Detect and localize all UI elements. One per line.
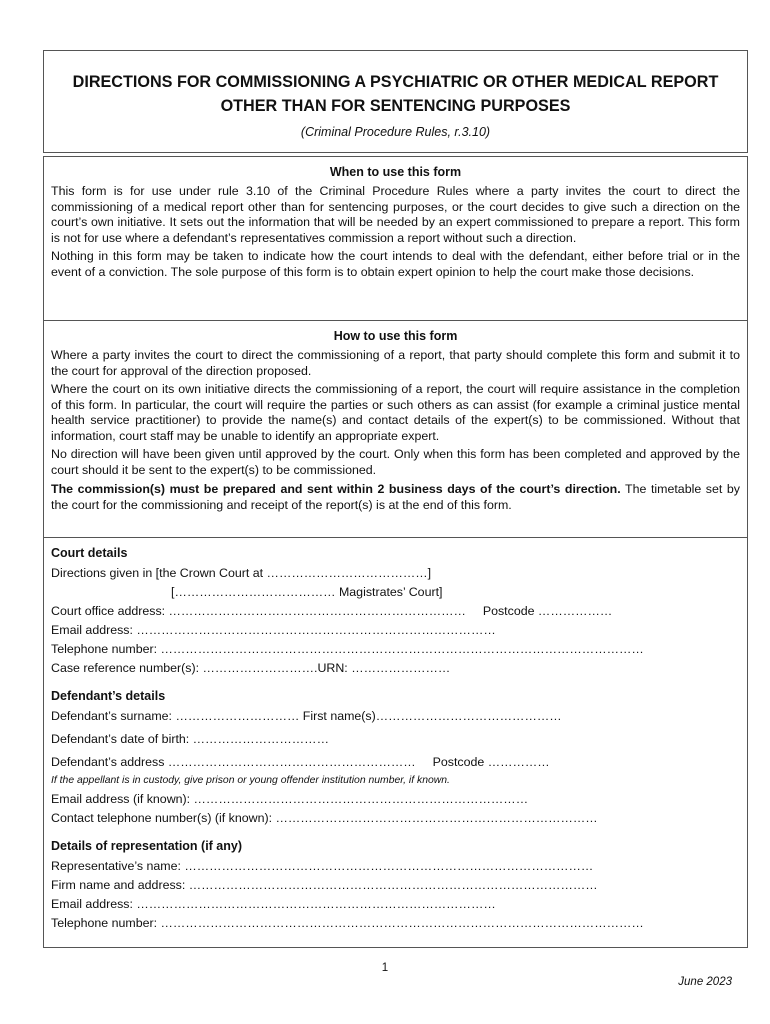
form-title: DIRECTIONS FOR COMMISSIONING A PSYCHIATRIC OR OTHER MEDICAL REPORT OTHER THAN FOR SENTENCING PURPOSES [72, 73, 719, 115]
form-title-box [43, 50, 748, 153]
defendant-details-heading: Defendant’s details [51, 689, 166, 703]
defendant-name-field[interactable]: Defendant’s surname: ………………………… First name(s)……………………………………… [51, 709, 562, 723]
magistrates-court-field[interactable]: [………………………………… Magistrates’ Court] [171, 585, 443, 599]
how-to-use-section [43, 320, 748, 538]
how-heading: How to use this form [333, 329, 458, 343]
when-heading: When to use this form [329, 165, 462, 179]
defendant-address-field[interactable]: Defendant’s address …………………………………………………… [51, 755, 416, 769]
representation-heading: Details of representation (if any) [51, 839, 243, 853]
commission-deadline: The commission(s) must be prepared and sent within 2 business days of the court’s direction. [51, 482, 621, 496]
how-paragraph-2: Where the court on its own initiative directs the commissioning of a report, the court will require assistance in the completion of this form. In particular, the court will require the parties or such others as can assist (for example a criminal justice mental health service practitioner) to provide the name(s) and contact details of the expert(s) to be commissioned. Without that information, court staff may be unable to identify an appropriate expert. [51, 382, 740, 443]
court-details-heading: Court details [51, 546, 128, 560]
court-telephone-field[interactable]: Telephone number: ……………………………………………………………………………………………………… [51, 642, 644, 656]
how-paragraph-3: No direction will have been given until approved by the court. Only when this form has been completed and approved by the court should it be sent to the expert(s) to be commissioned. [51, 447, 740, 477]
when-paragraph-1: This form is for use under rule 3.10 of the Criminal Procedure Rules where a party invites the court to direct the commissioning of a medical report other than for sentencing purposes, or the court decides to give such a direction on the court’s own initiative. It sets out the information that will be needed by an expert commissioned to prepare a report. This form is not for use where a defendant’s representatives commission a report without such a direction. [51, 184, 740, 245]
representative-name-field[interactable]: Representative’s name: ……………………………………………………………………………………… [51, 859, 594, 873]
representative-email-field[interactable]: Email address: …………………………………………………………………………… [51, 897, 496, 911]
defendant-postcode-field[interactable]: Postcode …………… [432, 755, 550, 769]
representative-telephone-field[interactable]: Telephone number: ……………………………………………………………………………………………………… [51, 916, 644, 930]
how-paragraph-4 [51, 482, 740, 513]
details-section [43, 537, 748, 948]
custody-note: If the appellant is in custody, give prison or young offender institution number, if known. [51, 775, 450, 786]
defendant-phone-field[interactable]: Contact telephone number(s) (if known): …………………………………………………………………… [51, 811, 598, 825]
form-subtitle: (Criminal Procedure Rules, r.3.10) [300, 125, 491, 139]
defendant-dob-field[interactable]: Defendant’s date of birth: …………………………… [51, 732, 329, 746]
when-to-use-section [43, 156, 748, 321]
court-postcode-field[interactable]: Postcode ……………… [482, 604, 613, 618]
court-office-address-field[interactable]: Court office address: ……………………………………………………………… [51, 604, 466, 618]
court-email-field[interactable]: Email address: …………………………………………………………………………… [51, 623, 496, 637]
how-paragraph-1: Where a party invites the court to direct the commissioning of a report, that party should complete this form and submit it to the court for approval of the direction proposed. [51, 348, 740, 378]
page-number: 1 [381, 962, 389, 974]
firm-name-address-field[interactable]: Firm name and address: ……………………………………………………………………………………… [51, 878, 598, 892]
court-office-address-row [51, 602, 740, 621]
footer-date: June 2023 [678, 976, 732, 988]
defendant-email-field[interactable]: Email address (if known): ……………………………………………………………………… [51, 792, 529, 806]
court-name-field[interactable]: Directions given in [the Crown Court at …………………………………] [51, 566, 432, 580]
defendant-address-row [51, 753, 740, 772]
case-reference-field[interactable]: Case reference number(s): ……………………….URN: …………………… [51, 661, 451, 675]
when-paragraph-2: Nothing in this form may be taken to indicate how the court intends to deal with the defendant, either before trial or in the event of a conviction. The sole purpose of this form is to obtain expert opinion to help the court make those decisions. [51, 249, 740, 279]
timetable-note: The timetable set by the court for the commissioning and receipt of the report(s) is at the end of this form. [51, 482, 740, 512]
